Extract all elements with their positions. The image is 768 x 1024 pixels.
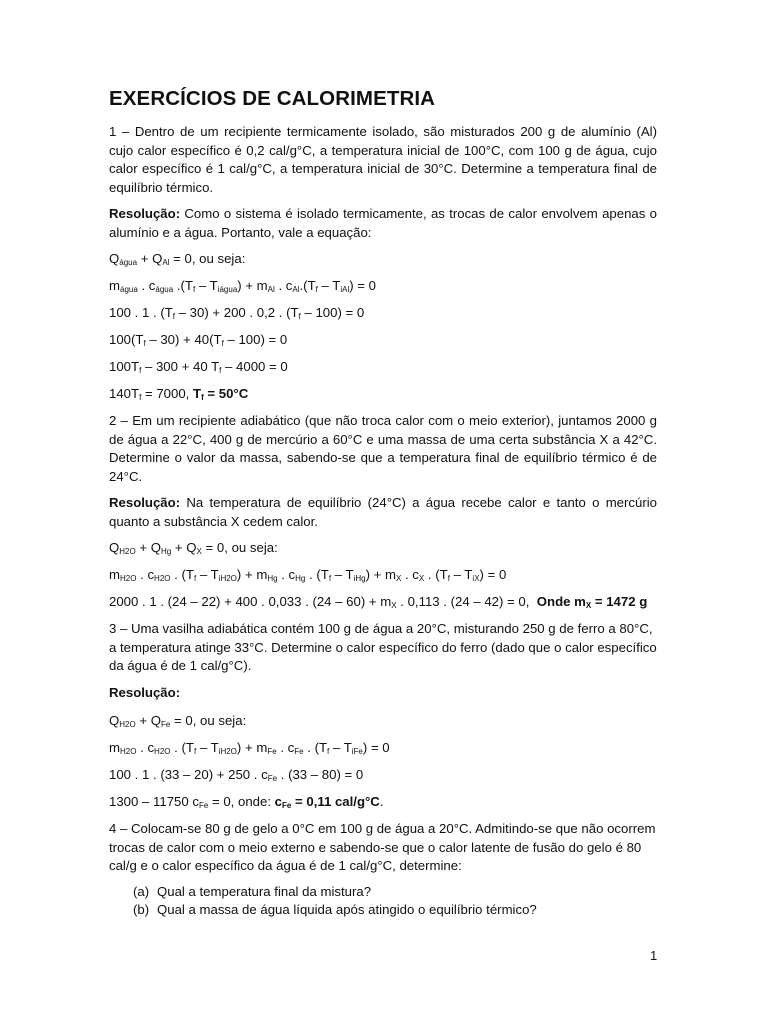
exercise-1-equation-1: $Q_{água} + Q_{Al} = 0$, ou seja:	[109, 251, 246, 267]
exercise-2-question: 2 – Em um recipiente adiabático (que não troca calor com o meio exterior), juntamos 2000 g de água a 22°C, 400 g de mercúrio a 60°C e uma massa de uma certa substância X a 42°C. Determine o valor da massa, sabendo-se que a temperatura final de equilíbrio térmico é de 24°C.	[109, 413, 657, 484]
exercise-3-equation-1: $Q_{H2O} + Q_{Fe} = 0$, ou seja:	[109, 713, 247, 729]
exercise-1-equation-3: 100 . 1 . $(T_f - 30) + 200$ . 0,2 . $(T_f - 100) = 0$	[109, 305, 365, 321]
exercise-3-equation-2: $m_{H2O}$ . $c_{H2O}$ . $(T_f - T_{iH2O}) + m_{Fe}$ . $c_{Fe}$ . $(T_f - T_{iFe}) = 0$	[109, 740, 390, 756]
exercise-1-result: $140T_f = 7000$, $T_f = 50^\circ C$	[109, 386, 249, 402]
exercise-1-question: 1 – Dentro de um recipiente termicamente isolado, são misturados 200 g de alumínio (Al) cujo calor específico é 0,2 cal/g°C, a temperatura inicial de 100°C, com 100 g de água, cujo calor específico é 1 cal/g°C, a temperatura inicial de 30°C. Determine a temperatura final de equilíbrio térmico.	[109, 124, 657, 195]
exercise-3-resolution-label: Resolução:	[109, 685, 181, 700]
exercise-1-equation-4: $100(T_f - 30) + 40(T_f - 100) = 0$	[109, 332, 288, 348]
page-number: 1	[650, 948, 658, 963]
exercise-2-resolution	[109, 494, 657, 531]
exercise-3-result: 1300 – 11750 $c_{Fe} = 0$, onde: $c_{Fe} = 0,11$ cal/g°C.	[109, 794, 384, 810]
exercise-4-question: 4 – Colocam-se 80 g de gelo a 0°C em 100 g de água a 20°C. Admitindo-se que não ocorrem trocas de calor com o meio externo e sabendo-se que o calor latente de fusão do gelo é 80 cal/g e o calor específico da água é de 1 cal/g°C, determine:	[109, 821, 656, 873]
resolution-label: Resolução:	[109, 495, 181, 510]
exercise-3-equation-3: 100 . 1 . (33 – 20) + 250 . $c_{Fe}$ . (33 – 80) = 0	[109, 767, 364, 783]
exercise-1-equation-5: $100T_f - 300 + 40$ $T_f - 4000 = 0$	[109, 359, 288, 375]
resolution-text: Como o sistema é isolado termicamente, as trocas de calor envolvem apenas o alumínio e a água. Portanto, vale a equação:	[109, 206, 657, 240]
exercise-3-question: 3 – Uma vasilha adiabática contém 100 g de água a 20°C, misturando 250 g de ferro a 80°C, a temperatura atinge 33°C. Determine o calor específico do ferro (dado que o calor específico da água é de 1 cal/g°C).	[109, 621, 657, 673]
exercise-1-resolution	[109, 205, 657, 242]
resolution-label: Resolução:	[109, 206, 181, 221]
list-item: (a) Qual a temperatura final da mistura?	[133, 884, 372, 899]
page-title: EXERCÍCIOS DE CALORIMETRIA	[109, 87, 436, 110]
list-item: (b) Qual a massa de água líquida após atingido o equilíbrio térmico?	[133, 902, 537, 917]
exercise-1-equation-2: $m_{água}$ . $c_{água}$ $.(T_f - T_{iágua}) + m_{Al}$ . $c_{Al}.(T_f - T_{iAl}) = 0$	[109, 278, 377, 294]
resolution-text: Na temperatura de equilíbrio (24°C) a água recebe calor e tanto o mercúrio quanto a substância X cedem calor.	[109, 495, 657, 529]
exercise-2-equation-1: $Q_{H2O} + Q_{Hg} + Q_X = 0$, ou seja:	[109, 540, 278, 556]
exercise-2-result: 2000 . 1 . (24 – 22) + 400 . 0,033 . $(24 - 60) + m_X$ . 0,113 . (24 – 42) = 0, Onde $m_X = 1472$ g	[109, 594, 648, 610]
exercise-2-equation-2: $m_{H2O}$ . $c_{H2O}$ . $(T_f - T_{iH2O}) + m_{Hg}$ . $c_{Hg}$ . $(T_f - T_{iHg}) + m_X$ . $c_X$ . $(T_f - T_{iX}) = 0$	[109, 567, 507, 583]
